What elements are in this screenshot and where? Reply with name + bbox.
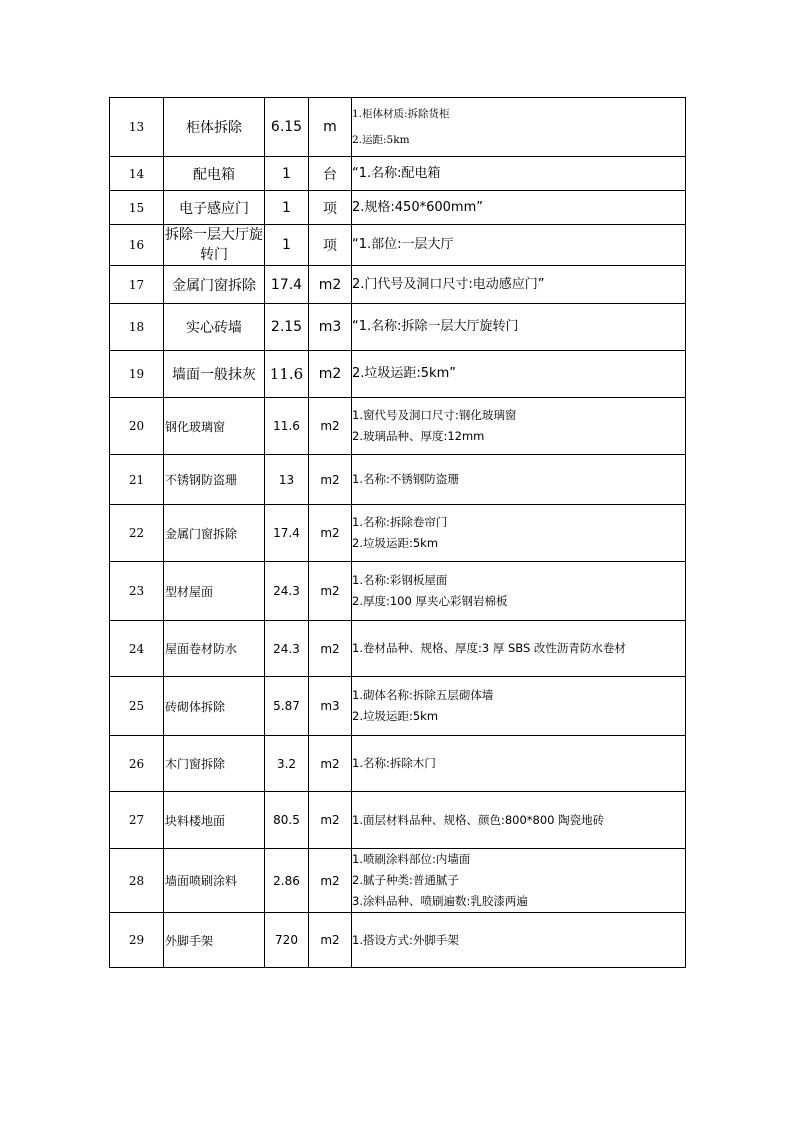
quantity: 5.87 [265, 677, 309, 736]
table-row [110, 98, 686, 157]
description-line: 1.喷刷涂料部位:内墙面 [352, 852, 471, 866]
row-number: 25 [110, 677, 164, 736]
row-number: 15 [110, 191, 164, 225]
row-number: 24 [110, 621, 164, 677]
item-name: 屋面卷材防水 [164, 621, 265, 677]
unit: 台 [309, 157, 352, 191]
item-name: 墙面喷刷涂料 [164, 849, 265, 913]
table-row [110, 621, 686, 677]
description-line: “1.名称:配电箱 [352, 165, 441, 181]
item-description [352, 792, 686, 849]
description-line: 2.规格:450*600mm” [352, 199, 483, 215]
item-name: 钢化玻璃窗 [164, 398, 265, 455]
table-row [110, 562, 686, 621]
description-line: 1.卷材品种、规格、厚度:3 厚 SBS 改性沥青防水卷材 [352, 641, 626, 655]
description-line: “1.名称:拆除一层大厅旋转门 [352, 319, 519, 334]
table-body [110, 98, 686, 968]
item-description [352, 562, 686, 621]
item-description [352, 455, 686, 505]
item-name: 拆除一层大厅旋转门 [164, 225, 265, 266]
item-name: 配电箱 [164, 157, 265, 191]
unit: m2 [309, 621, 352, 677]
item-name: 实心砖墙 [164, 304, 265, 351]
table-row [110, 455, 686, 505]
description-line: 2.垃圾运距:5km [352, 536, 439, 550]
item-name: 木门窗拆除 [164, 736, 265, 792]
item-description [352, 677, 686, 736]
bill-of-quantities-table [109, 97, 686, 968]
row-number: 23 [110, 562, 164, 621]
description-line: 2.垃圾运距:5km” [352, 366, 456, 381]
item-description [352, 304, 686, 351]
item-name: 不锈钢防盗珊 [164, 455, 265, 505]
row-number: 19 [110, 351, 164, 398]
description-line: 1.名称:彩钢板屋面 [352, 573, 448, 587]
item-description [352, 849, 686, 913]
description-line: 3.涂料品种、喷刷遍数:乳胶漆两遍 [352, 894, 528, 908]
row-number: 28 [110, 849, 164, 913]
quantity: 2.86 [265, 849, 309, 913]
item-description [352, 191, 686, 225]
item-description [352, 351, 686, 398]
row-number: 22 [110, 505, 164, 562]
description-line: 1.名称:拆除木门 [352, 756, 436, 770]
table-row [110, 505, 686, 562]
table-row [110, 792, 686, 849]
item-name: 金属门窗拆除 [164, 266, 265, 304]
table-row [110, 736, 686, 792]
row-number: 26 [110, 736, 164, 792]
item-name: 金属门窗拆除 [164, 505, 265, 562]
description-line: 2.玻璃品种、厚度:12mm [352, 429, 485, 443]
description-line: 2.门代号及洞口尺寸:电动感应门” [352, 276, 545, 292]
quantity: 17.4 [265, 266, 309, 304]
table-row [110, 398, 686, 455]
row-number: 14 [110, 157, 164, 191]
unit: m2 [309, 736, 352, 792]
unit: m2 [309, 849, 352, 913]
table-row [110, 849, 686, 913]
description-line: 2.腻子种类:普通腻子 [352, 873, 459, 887]
item-description [352, 266, 686, 304]
item-name: 砖砌体拆除 [164, 677, 265, 736]
item-description [352, 913, 686, 968]
item-description [352, 398, 686, 455]
row-number: 27 [110, 792, 164, 849]
unit: m2 [309, 505, 352, 562]
item-name: 柜体拆除 [164, 98, 265, 157]
unit: 项 [309, 225, 352, 266]
table-row [110, 351, 686, 398]
quantity: 13 [265, 455, 309, 505]
unit: m2 [309, 562, 352, 621]
quantity: 1 [265, 191, 309, 225]
item-description [352, 225, 686, 266]
description-line: “1.部位:一层大厅 [352, 237, 454, 252]
quantity: 720 [265, 913, 309, 968]
row-number: 29 [110, 913, 164, 968]
unit: m2 [309, 351, 352, 398]
quantity: 2.15 [265, 304, 309, 351]
item-description [352, 98, 686, 157]
item-name: 型材屋面 [164, 562, 265, 621]
description-line: 2.运距:5km [352, 134, 410, 146]
item-name: 电子感应门 [164, 191, 265, 225]
description-line: 1.搭设方式:外脚手架 [352, 932, 459, 947]
table-row [110, 225, 686, 266]
quantity: 17.4 [265, 505, 309, 562]
row-number: 18 [110, 304, 164, 351]
table-row [110, 157, 686, 191]
description-line: 1.窗代号及洞口尺寸:钢化玻璃窗 [352, 408, 517, 422]
unit: m [309, 98, 352, 157]
quantity: 24.3 [265, 621, 309, 677]
quantity: 80.5 [265, 792, 309, 849]
row-number: 16 [110, 225, 164, 266]
unit: 项 [309, 191, 352, 225]
quantity: 24.3 [265, 562, 309, 621]
table-row [110, 913, 686, 968]
item-name: 墙面一般抹灰 [164, 351, 265, 398]
unit: m3 [309, 677, 352, 736]
item-description [352, 621, 686, 677]
description-line: 2.垃圾运距:5km [352, 709, 439, 723]
unit: m2 [309, 455, 352, 505]
quantity: 11.6 [265, 351, 309, 398]
row-number: 21 [110, 455, 164, 505]
table-row [110, 191, 686, 225]
row-number: 17 [110, 266, 164, 304]
description-line: 2.厚度:100 厚夹心彩钢岩棉板 [352, 594, 508, 608]
description-line: 1.砌体名称:拆除五层砌体墙 [352, 688, 494, 702]
quantity: 1 [265, 225, 309, 266]
description-line: 1.名称:不锈钢防盗珊 [352, 472, 459, 486]
item-name: 外脚手架 [164, 913, 265, 968]
unit: m2 [309, 266, 352, 304]
item-description [352, 157, 686, 191]
table-row [110, 266, 686, 304]
item-description [352, 505, 686, 562]
item-name: 块料楼地面 [164, 792, 265, 849]
quantity: 3.2 [265, 736, 309, 792]
unit: m2 [309, 398, 352, 455]
description-line: 1.柜体材质:拆除货柜 [352, 108, 450, 120]
row-number: 20 [110, 398, 164, 455]
table-row [110, 677, 686, 736]
quantity: 11.6 [265, 398, 309, 455]
quantity: 1 [265, 157, 309, 191]
description-line: 1.名称:拆除卷帘门 [352, 515, 448, 529]
unit: m2 [309, 913, 352, 968]
quantity: 6.15 [265, 98, 309, 157]
unit: m2 [309, 792, 352, 849]
item-description [352, 736, 686, 792]
table-row [110, 304, 686, 351]
row-number: 13 [110, 98, 164, 157]
description-line: 1.面层材料品种、规格、颜色:800*800 陶瓷地砖 [352, 812, 605, 827]
unit: m3 [309, 304, 352, 351]
